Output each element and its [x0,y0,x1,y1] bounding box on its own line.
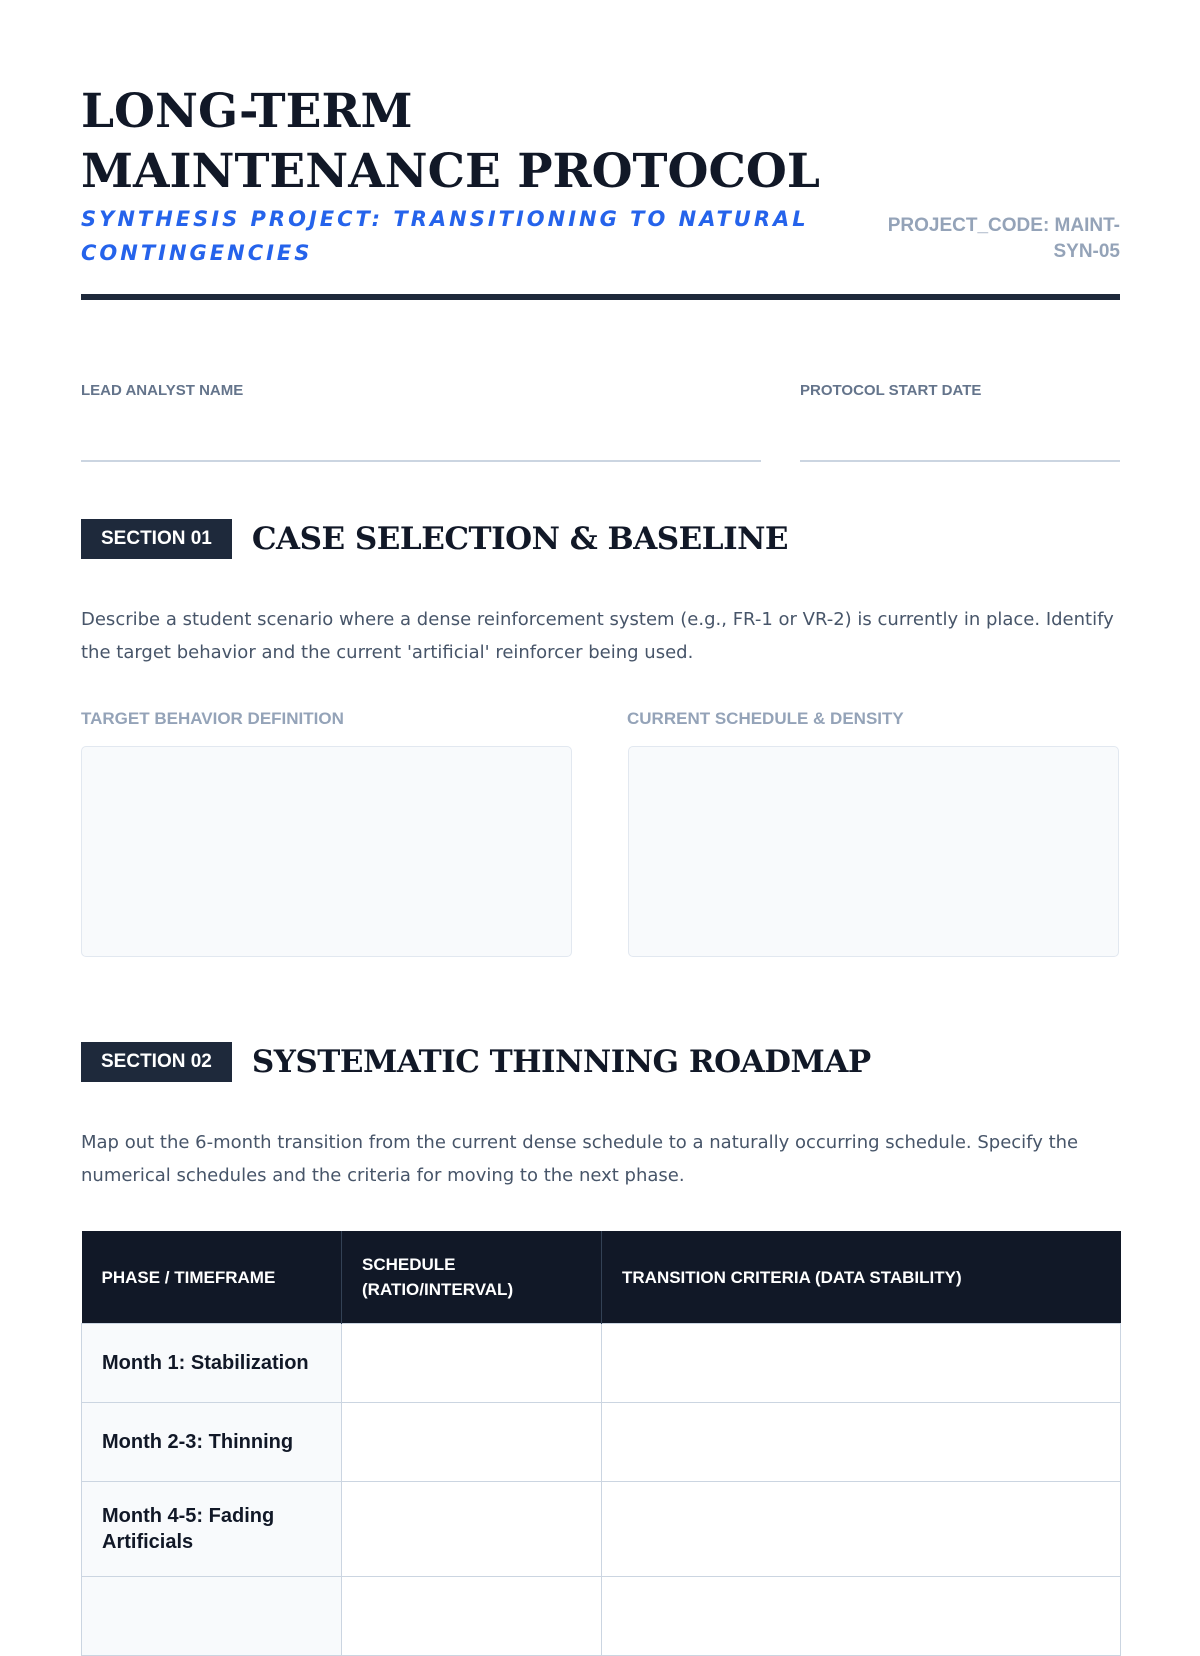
header-phase-timeframe: PHASE / TIMEFRAME [82,1231,342,1324]
criteria-cell[interactable] [602,1324,1121,1403]
lead-analyst-label: LEAD ANALYST NAME [81,382,244,399]
schedule-cell[interactable] [342,1403,602,1482]
lead-analyst-underline [81,460,761,462]
criteria-cell[interactable] [602,1403,1121,1482]
header-transition-criteria: TRANSITION CRITERIA (DATA STABILITY) [602,1231,1121,1324]
table-row [82,1482,1121,1577]
current-schedule-label: CURRENT SCHEDULE & DENSITY [627,709,904,728]
schedule-cell[interactable] [342,1577,602,1656]
phase-cell: Month 1: Stabilization [82,1324,342,1403]
target-behavior-input[interactable] [81,746,572,957]
document-subtitle: SYNTHESIS PROJECT: TRANSITIONING TO NATURAL CONTINGENCIES [81,207,809,265]
section-01-badge: SECTION 01 [81,519,232,559]
protocol-start-date-field[interactable] [800,382,1120,399]
thinning-roadmap-table [81,1231,1121,1656]
criteria-cell[interactable] [602,1577,1121,1656]
header-schedule: SCHEDULE (RATIO/INTERVAL) [342,1231,602,1324]
table-row [82,1577,1121,1656]
document-header [81,82,1120,300]
lead-analyst-field[interactable] [81,382,761,399]
protocol-start-date-underline [800,460,1120,462]
section-02-header [81,1042,871,1082]
header-divider [81,294,1120,300]
table-row [82,1403,1121,1482]
document-title: LONG-TERM MAINTENANCE PROTOCOL [81,84,820,199]
project-code: PROJECT_CODE: MAINT-SYN-05 [887,215,1120,262]
section-01-title: CASE SELECTION & BASELINE [251,521,789,557]
current-schedule-input[interactable] [628,746,1119,957]
table-row [82,1324,1121,1403]
phase-cell: Month 2-3: Thinning [82,1403,342,1482]
phase-cell: Month 4-5: Fading Artificials [82,1482,342,1577]
section-02-title: SYSTEMATIC THINNING ROADMAP [251,1044,871,1080]
criteria-cell[interactable] [602,1482,1121,1577]
schedule-cell[interactable] [342,1482,602,1577]
table-header-row [82,1231,1121,1324]
phase-cell [82,1577,342,1656]
protocol-start-date-label: PROTOCOL START DATE [800,382,982,399]
section-02-description: Map out the 6-month transition from the current dense schedule to a naturally occurring schedule. Specify the numerical schedules and the criteria for moving to the next phase. [81,1132,1079,1186]
section-01-header [81,519,788,559]
section-02-badge: SECTION 02 [81,1042,232,1082]
target-behavior-label: TARGET BEHAVIOR DEFINITION [81,709,344,728]
section-01-description: Describe a student scenario where a dense reinforcement system (e.g., FR-1 or VR-2) is currently in place. Identify the target behavior and the current 'artificial' reinforcer being used. [81,609,1114,663]
schedule-cell[interactable] [342,1324,602,1403]
